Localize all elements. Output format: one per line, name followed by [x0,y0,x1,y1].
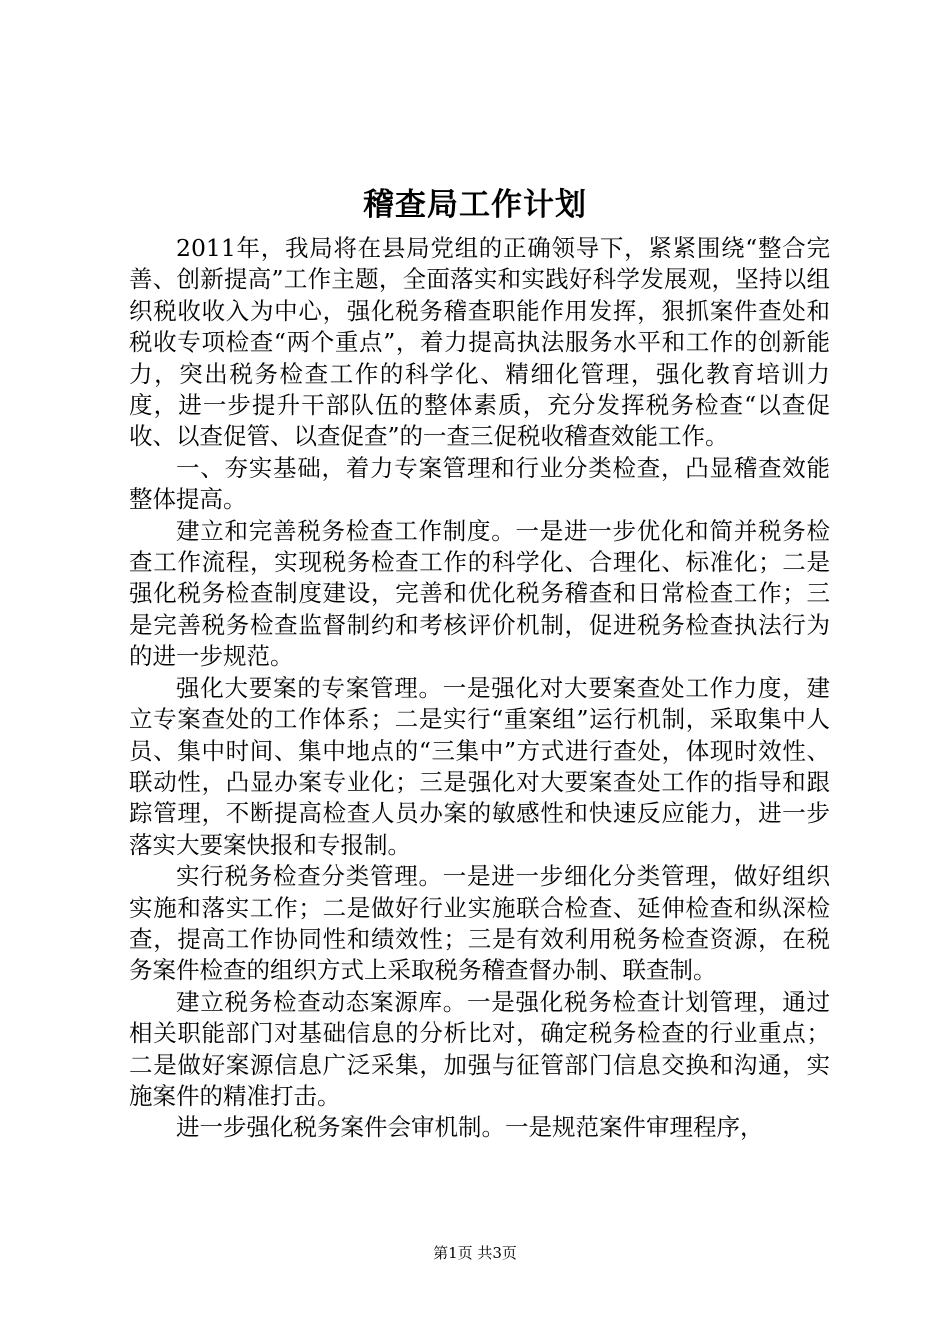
page-number-footer: 第1页 共3页 [433,1244,517,1262]
paragraph-inspection-system: 建立和完善税务检查工作制度。一是进一步优化和简并税务检查工作流程，实现税务检查工作的科学化、合理化、标准化；二是强化税务检查制度建设，完善和优化税务稽查和日常检查工作；三是完善税务检查监督制约和考核评价机制，促进税务检查执法行为的进一步规范。 [129,516,830,671]
document-title: 稽查局工作计划 [363,187,587,223]
paragraph-classified-management: 实行税务检查分类管理。一是进一步细化分类管理，做好组织实施和落实工作；二是做好行业实施联合检查、延伸检查和纵深检查，提高工作协同性和绩效性；三是有效利用税务检查资源，在税务案件检查的组织方式上采取税务稽查督办制、联查制。 [129,862,830,985]
paragraph-section-heading: 一、夯实基础，着力专案管理和行业分类检查，凸显稽查效能整体提高。 [129,453,830,514]
document-body [129,233,830,1144]
paragraph-case-source-library: 建立税务检查动态案源库。一是强化税务检查计划管理，通过相关职能部门对基础信息的分析比对，确定税务检查的行业重点；二是做好案源信息广泛采集，加强与征管部门信息交换和沟通，实施案件的精准打击。 [129,987,830,1110]
paragraph-major-case-management: 强化大要案的专案管理。一是强化对大要案查处工作力度，建立专案查处的工作体系；二是实行“重案组”运行机制，采取集中人员、集中时间、集中地点的“三集中”方式进行查处，体现时效性、联动性，凸显办案专业化；三是强化对大要案查处工作的指导和跟踪管理，不断提高检查人员办案的敏感性和快速反应能力，进一步落实大要案快报和专报制。 [129,673,830,859]
paragraph-intro: 2011年，我局将在县局党组的正确领导下，紧紧围绕“整合完善、创新提高”工作主题，全面落实和实践好科学发展观，坚持以组织税收收入为中心，强化税务稽查职能作用发挥，狠抓案件查处和税收专项检查“两个重点”，着力提高执法服务水平和工作的创新能力，突出税务检查工作的科学化、精细化管理，强化教育培训力度，进一步提升干部队伍的整体素质，充分发挥税务检查“以查促收、以查促管、以查促查”的一查三促税收稽查效能工作。 [129,234,830,451]
paragraph-case-review: 进一步强化税务案件会审机制。一是规范案件审理程序， [176,1113,764,1142]
